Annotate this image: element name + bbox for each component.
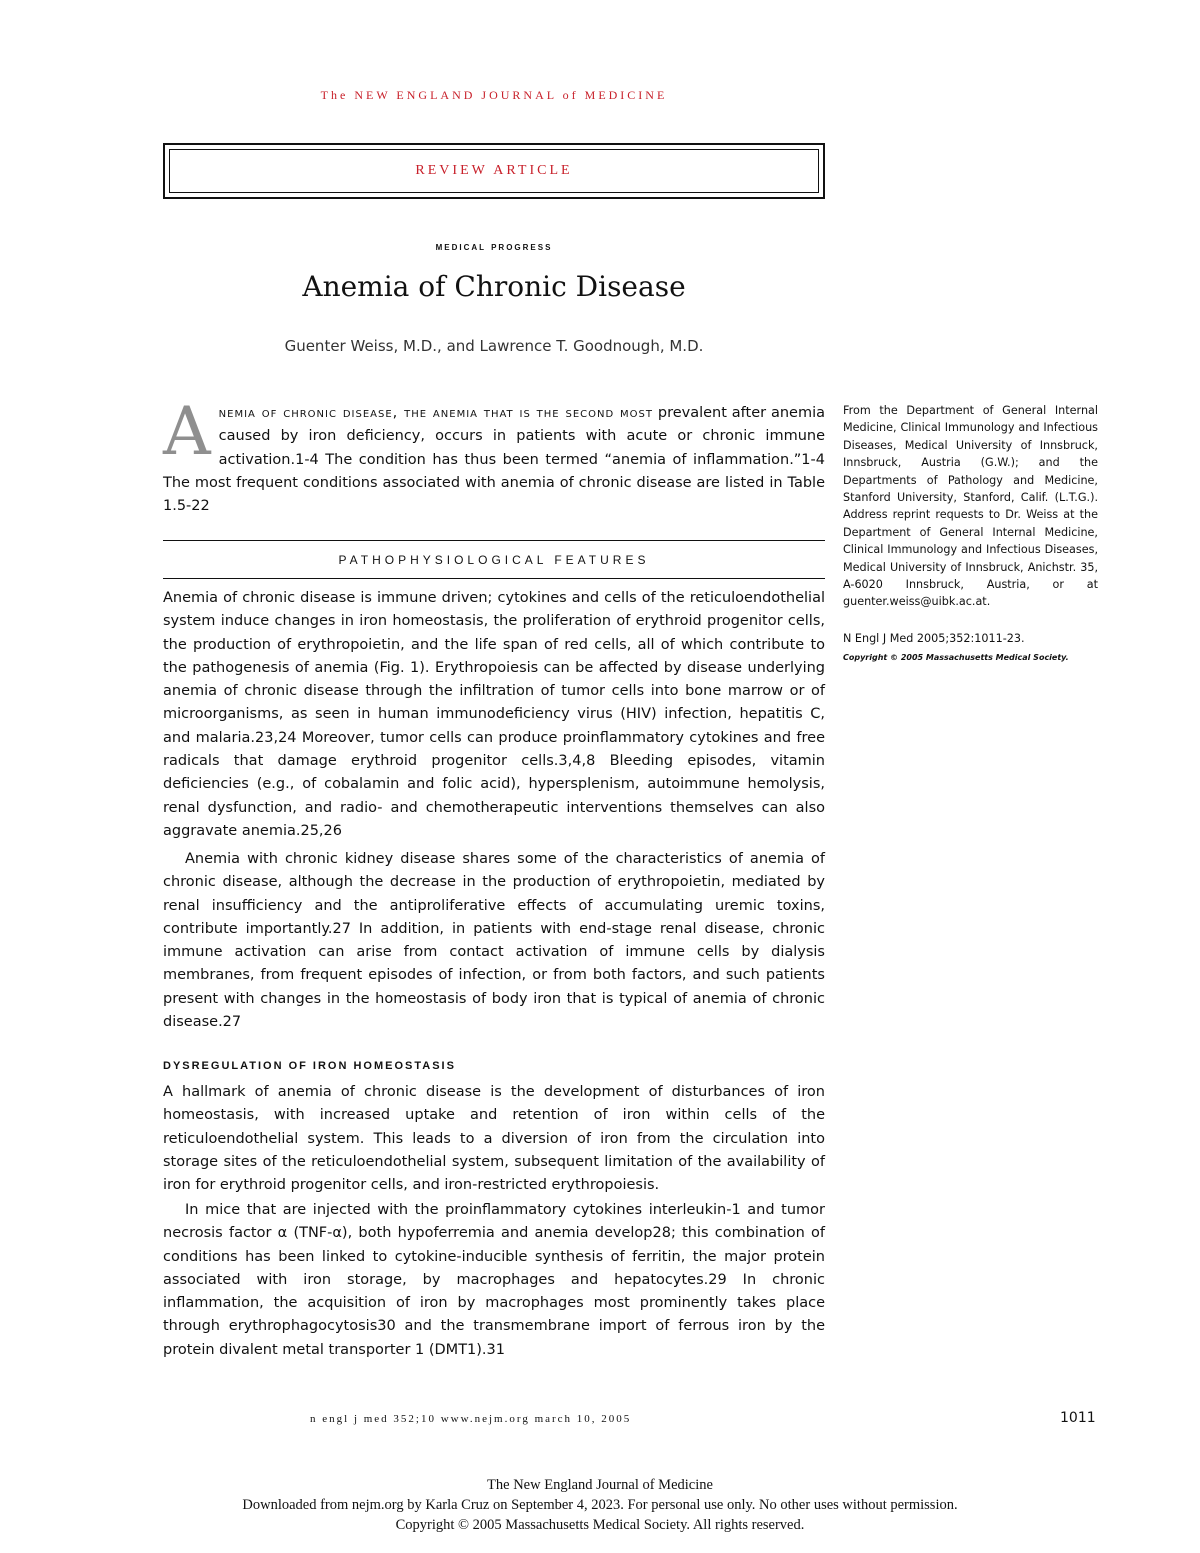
article-type-label: REVIEW ARTICLE (415, 163, 573, 178)
download-notice-journal: The New England Journal of Medicine (487, 1477, 713, 1493)
page-number: 1011 (1060, 1410, 1096, 1426)
issue-footer: n engl j med 352;10 www.nejm.org march 10, 2005 (310, 1413, 632, 1425)
article-kicker: medical progress (435, 241, 553, 253)
download-notice-permission: Downloaded from nejm.org by Karla Cruz on September 4, 2023. For personal use only. No other uses without permission. (242, 1497, 958, 1513)
journal-header: The NEW ENGLAND JOURNAL of MEDICINE (320, 88, 668, 102)
body-paragraph-4: In mice that are injected with the proinflammatory cytokines interleukin-1 and tumor necrosis factor α (TNF-α), both hypoferremia and anemia develop28; this combination of conditions has been linked to cytokine-inducible synthesis of ferritin, the major protein associated with iron storage, by macrophages and hepatocytes.29 In chronic inflammation, the acquisition of iron by macrophages most prominently takes place through erythrophagocytosis30 and the transmembrane import of ferrous iron by the protein divalent metal transporter 1 (DMT1).31 (163, 1202, 825, 1358)
sidebar-copyright: Copyright © 2005 Massachusetts Medical Society. (843, 653, 1069, 662)
article-title: Anemia of Chronic Disease (302, 270, 686, 303)
section-heading-label: PATHOPHYSIOLOGICAL FEATURES (338, 552, 650, 567)
subsection-heading-iron: DYSREGULATION OF IRON HOMEOSTASIS (163, 1060, 456, 1072)
lead-paragraph (163, 393, 825, 518)
lead-caps-text: nemia of chronic disease, the anemia that is the second most (218, 405, 653, 421)
body-paragraph-2: Anemia with chronic kidney disease shares some of the characteristics of anemia of chronic disease, although the decrease in the production of erythropoietin, mediated by renal insufficiency and the antiproliferative effects of accumulating uremic toxins, contribute importantly.27 In addition, in patients with end-stage renal disease, chronic immune activation can arise from contact activation of immune cells by dialysis membranes, from frequent episodes of infection, or from both factors, and such patients present with changes in the homeostasis of body iron that is typical of anemia of chronic disease.27 (163, 851, 825, 1031)
section-heading-pathophysiology (163, 540, 825, 579)
drop-cap: A (163, 393, 211, 470)
body-paragraph-3: A hallmark of anemia of chronic disease is the development of disturbances of iron homeostasis, with increased uptake and retention of iron within cells of the reticuloendothelial system. This leads to a diversion of iron from the circulation into storage sites of the reticuloendothelial system, subsequent limitation of the availability of iron for erythroid progenitor cells, and iron-restricted erythropoiesis. (163, 1084, 825, 1194)
body-paragraph-1: Anemia of chronic disease is immune driven; cytokines and cells of the reticuloendothelial system induce changes in iron homeostasis, the proliferation of erythroid progenitor cells, the production of erythropoietin, and the life span of red cells, all of which contribute to the pathogenesis of anemia (Fig. 1). Erythropoiesis can be affected by disease underlying anemia of chronic disease through the infiltration of tumor cells into bone marrow or of microorganisms, as seen in human immunodeficiency virus (HIV) infection, hepatitis C, and malaria.23,24 Moreover, tumor cells can produce proinflammatory cytokines and free radicals that damage erythroid progenitor cells.3,4,8 Bleeding episodes, vitamin deficiencies (e.g., of cobalamin and folic acid), hypersplenism, autoimmune hemolysis, renal dysfunction, and radio- and chemotherapeutic interventions themselves can also aggravate anemia.25,26 (163, 590, 825, 839)
lead-text: prevalent after anemia caused by iron deficiency, occurs in patients with acute or chronic immune activation.1-4 The condition has thus been termed “anemia of inflammation.”1-4 The most frequent conditions associated with anemia of chronic disease are listed in Table 1.5-22 (163, 405, 825, 515)
download-notice (0, 1475, 1200, 1535)
citation: N Engl J Med 2005;352:1011-23. (843, 632, 1025, 645)
author-affiliation: From the Department of General Internal Medicine, Clinical Immunology and Infectious Diseases, Medical University of Innsbruck, Innsbruck, Austria (G.W.); and the Departments of Pathology and Medicine, Stanford University, Stanford, Calif. (L.T.G.). Address reprint requests to Dr. Weiss at the Department of General Internal Medicine, Clinical Immunology and Infectious Diseases, Medical University of Innsbruck, Anichstr. 35, A-6020 Innsbruck, Austria, or at guenter.weiss@uibk.ac.at. (843, 404, 1098, 609)
article-authors: Guenter Weiss, M.D., and Lawrence T. Goodnough, M.D. (284, 337, 704, 355)
download-notice-copyright: Copyright © 2005 Massachusetts Medical Society. All rights reserved. (395, 1517, 805, 1533)
article-type-box (163, 143, 825, 199)
